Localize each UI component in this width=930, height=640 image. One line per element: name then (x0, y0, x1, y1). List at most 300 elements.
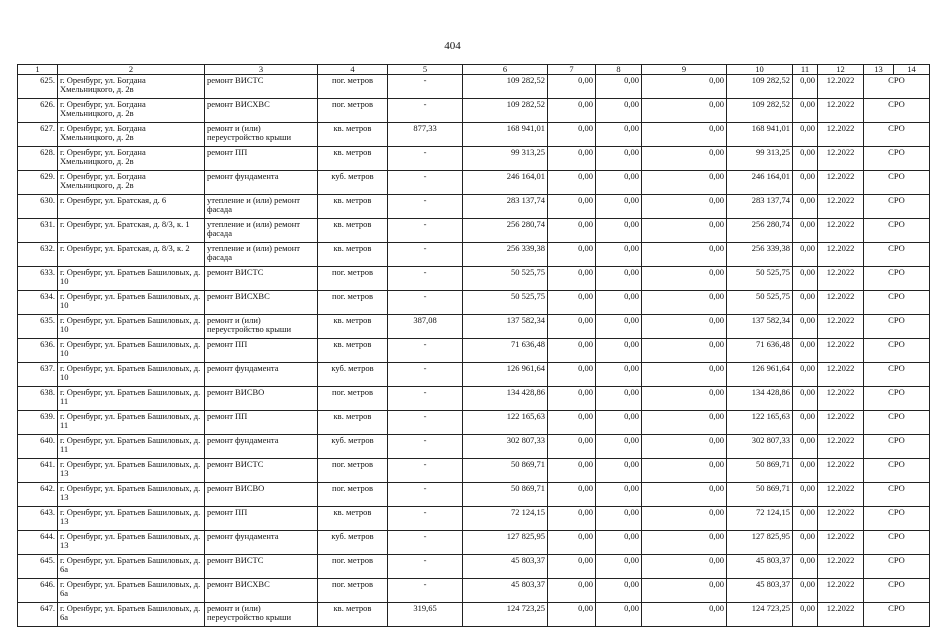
cost-col12-cell: 0,00 (793, 315, 818, 339)
cost-col11-cell: 50 525,75 (727, 291, 793, 315)
unit-cell: пог. метров (318, 555, 388, 579)
cost-col10-cell: 0,00 (642, 483, 727, 507)
completion-date-cell: 12.2022 (818, 387, 864, 411)
method-cell: СРО (864, 315, 930, 339)
table-row (18, 195, 930, 219)
address-cell: г. Оренбург, ул. Братьев Башиловых, д. 11 (58, 387, 205, 411)
cost-col12-cell: 0,00 (793, 579, 818, 603)
quantity-cell: - (388, 483, 463, 507)
quantity-cell: - (388, 291, 463, 315)
completion-date-cell: 12.2022 (818, 555, 864, 579)
unit-cell: пог. метров (318, 459, 388, 483)
quantity-cell: - (388, 531, 463, 555)
completion-date-cell: 12.2022 (818, 579, 864, 603)
method-cell: СРО (864, 579, 930, 603)
address-cell: г. Оренбург, ул. Братьев Башиловых, д. 13 (58, 531, 205, 555)
work-type-cell: ремонт ВИСТС (205, 555, 318, 579)
method-cell: СРО (864, 339, 930, 363)
column-number-header: 9 (642, 65, 727, 75)
total-cost-cell: 50 525,75 (463, 267, 548, 291)
row-number-cell: 638. (18, 387, 58, 411)
cost-col10-cell: 0,00 (642, 75, 727, 99)
cost-col8-cell: 0,00 (548, 531, 596, 555)
cost-col9-cell: 0,00 (596, 531, 642, 555)
cost-col9-cell: 0,00 (596, 171, 642, 195)
cost-col9-cell: 0,00 (596, 315, 642, 339)
method-cell: СРО (864, 99, 930, 123)
quantity-cell: - (388, 507, 463, 531)
quantity-cell: - (388, 267, 463, 291)
table-row (18, 483, 930, 507)
work-type-cell: ремонт ВИСХВС (205, 99, 318, 123)
column-number-header: 11 (793, 65, 818, 75)
cost-col10-cell: 0,00 (642, 219, 727, 243)
method-cell: СРО (864, 363, 930, 387)
cost-col9-cell: 0,00 (596, 555, 642, 579)
cost-col10-cell: 0,00 (642, 291, 727, 315)
unit-cell: куб. метров (318, 363, 388, 387)
total-cost-cell: 71 636,48 (463, 339, 548, 363)
column-number-header: 13 (864, 65, 894, 75)
page-number: 404 (444, 40, 461, 52)
row-number-cell: 640. (18, 435, 58, 459)
cost-col9-cell: 0,00 (596, 147, 642, 171)
quantity-cell: - (388, 75, 463, 99)
total-cost-cell: 50 869,71 (463, 459, 548, 483)
method-cell: СРО (864, 531, 930, 555)
table-row (18, 363, 930, 387)
quantity-cell: - (388, 435, 463, 459)
row-number-cell: 635. (18, 315, 58, 339)
row-number-cell: 645. (18, 555, 58, 579)
cost-col10-cell: 0,00 (642, 459, 727, 483)
cost-col8-cell: 0,00 (548, 75, 596, 99)
table-row (18, 171, 930, 195)
completion-date-cell: 12.2022 (818, 123, 864, 147)
cost-col12-cell: 0,00 (793, 75, 818, 99)
cost-col9-cell: 0,00 (596, 291, 642, 315)
method-cell: СРО (864, 75, 930, 99)
method-cell: СРО (864, 555, 930, 579)
table-row (18, 99, 930, 123)
quantity-cell: - (388, 411, 463, 435)
quantity-cell: - (388, 195, 463, 219)
column-number-header: 7 (548, 65, 596, 75)
table-row (18, 603, 930, 627)
row-number-cell: 627. (18, 123, 58, 147)
cost-col9-cell: 0,00 (596, 99, 642, 123)
repair-schedule-table (17, 64, 930, 627)
table-row (18, 411, 930, 435)
cost-col10-cell: 0,00 (642, 99, 727, 123)
cost-col12-cell: 0,00 (793, 339, 818, 363)
completion-date-cell: 12.2022 (818, 363, 864, 387)
cost-col10-cell: 0,00 (642, 603, 727, 627)
completion-date-cell: 12.2022 (818, 483, 864, 507)
column-number-header: 5 (388, 65, 463, 75)
work-type-cell: ремонт и (или) переустройство крыши (205, 603, 318, 627)
quantity-cell: - (388, 219, 463, 243)
cost-col9-cell: 0,00 (596, 387, 642, 411)
completion-date-cell: 12.2022 (818, 243, 864, 267)
cost-col8-cell: 0,00 (548, 171, 596, 195)
total-cost-cell: 99 313,25 (463, 147, 548, 171)
cost-col8-cell: 0,00 (548, 267, 596, 291)
row-number-cell: 647. (18, 603, 58, 627)
cost-col10-cell: 0,00 (642, 123, 727, 147)
cost-col11-cell: 99 313,25 (727, 147, 793, 171)
cost-col11-cell: 127 825,95 (727, 531, 793, 555)
row-number-cell: 646. (18, 579, 58, 603)
method-cell: СРО (864, 483, 930, 507)
cost-col8-cell: 0,00 (548, 435, 596, 459)
row-number-cell: 631. (18, 219, 58, 243)
quantity-cell: 319,65 (388, 603, 463, 627)
cost-col10-cell: 0,00 (642, 363, 727, 387)
table-row (18, 147, 930, 171)
cost-col12-cell: 0,00 (793, 411, 818, 435)
cost-col10-cell: 0,00 (642, 171, 727, 195)
total-cost-cell: 109 282,52 (463, 75, 548, 99)
cost-col8-cell: 0,00 (548, 291, 596, 315)
column-number-row (18, 65, 930, 75)
row-number-cell: 642. (18, 483, 58, 507)
unit-cell: кв. метров (318, 123, 388, 147)
cost-col10-cell: 0,00 (642, 507, 727, 531)
address-cell: г. Оренбург, ул. Богдана Хмельницкого, д. 2в (58, 147, 205, 171)
method-cell: СРО (864, 435, 930, 459)
cost-col9-cell: 0,00 (596, 411, 642, 435)
cost-col10-cell: 0,00 (642, 195, 727, 219)
cost-col12-cell: 0,00 (793, 363, 818, 387)
unit-cell: куб. метров (318, 531, 388, 555)
table-row (18, 339, 930, 363)
completion-date-cell: 12.2022 (818, 507, 864, 531)
work-type-cell: утепление и (или) ремонт фасада (205, 195, 318, 219)
total-cost-cell: 50 869,71 (463, 483, 548, 507)
work-type-cell: ремонт ВИСВО (205, 483, 318, 507)
unit-cell: кв. метров (318, 195, 388, 219)
work-type-cell: ремонт фундамента (205, 171, 318, 195)
address-cell: г. Оренбург, ул. Братьев Башиловых, д. 13 (58, 459, 205, 483)
method-cell: СРО (864, 195, 930, 219)
row-number-cell: 636. (18, 339, 58, 363)
total-cost-cell: 72 124,15 (463, 507, 548, 531)
cost-col8-cell: 0,00 (548, 195, 596, 219)
cost-col11-cell: 134 428,86 (727, 387, 793, 411)
completion-date-cell: 12.2022 (818, 219, 864, 243)
column-number-header: 2 (58, 65, 205, 75)
total-cost-cell: 127 825,95 (463, 531, 548, 555)
address-cell: г. Оренбург, ул. Братьев Башиловых, д. 6а (58, 603, 205, 627)
table-row (18, 387, 930, 411)
table-row (18, 555, 930, 579)
method-cell: СРО (864, 219, 930, 243)
cost-col11-cell: 137 582,34 (727, 315, 793, 339)
work-type-cell: ремонт ПП (205, 411, 318, 435)
column-number-header: 8 (596, 65, 642, 75)
cost-col10-cell: 0,00 (642, 267, 727, 291)
table-row (18, 243, 930, 267)
cost-col9-cell: 0,00 (596, 579, 642, 603)
total-cost-cell: 168 941,01 (463, 123, 548, 147)
method-cell: СРО (864, 603, 930, 627)
table-row (18, 459, 930, 483)
cost-col12-cell: 0,00 (793, 603, 818, 627)
row-number-cell: 643. (18, 507, 58, 531)
cost-col12-cell: 0,00 (793, 243, 818, 267)
unit-cell: пог. метров (318, 387, 388, 411)
column-number-header: 12 (818, 65, 864, 75)
total-cost-cell: 122 165,63 (463, 411, 548, 435)
cost-col11-cell: 126 961,64 (727, 363, 793, 387)
address-cell: г. Оренбург, ул. Братьев Башиловых, д. 10 (58, 339, 205, 363)
unit-cell: кв. метров (318, 243, 388, 267)
unit-cell: кв. метров (318, 315, 388, 339)
cost-col8-cell: 0,00 (548, 483, 596, 507)
table-row (18, 75, 930, 99)
unit-cell: пог. метров (318, 291, 388, 315)
table-row (18, 435, 930, 459)
method-cell: СРО (864, 243, 930, 267)
total-cost-cell: 283 137,74 (463, 195, 548, 219)
total-cost-cell: 256 339,38 (463, 243, 548, 267)
total-cost-cell: 246 164,01 (463, 171, 548, 195)
work-type-cell: ремонт ПП (205, 339, 318, 363)
work-type-cell: ремонт ВИСТС (205, 459, 318, 483)
address-cell: г. Оренбург, ул. Братская, д. 8/3, к. 2 (58, 243, 205, 267)
work-type-cell: ремонт и (или) переустройство крыши (205, 123, 318, 147)
cost-col11-cell: 109 282,52 (727, 99, 793, 123)
cost-col8-cell: 0,00 (548, 507, 596, 531)
cost-col9-cell: 0,00 (596, 243, 642, 267)
address-cell: г. Оренбург, ул. Богдана Хмельницкого, д. 2в (58, 75, 205, 99)
total-cost-cell: 109 282,52 (463, 99, 548, 123)
method-cell: СРО (864, 123, 930, 147)
work-type-cell: утепление и (или) ремонт фасада (205, 219, 318, 243)
unit-cell: куб. метров (318, 435, 388, 459)
cost-col8-cell: 0,00 (548, 99, 596, 123)
cost-col10-cell: 0,00 (642, 243, 727, 267)
cost-col10-cell: 0,00 (642, 531, 727, 555)
cost-col10-cell: 0,00 (642, 315, 727, 339)
unit-cell: куб. метров (318, 171, 388, 195)
completion-date-cell: 12.2022 (818, 195, 864, 219)
total-cost-cell: 137 582,34 (463, 315, 548, 339)
cost-col8-cell: 0,00 (548, 579, 596, 603)
unit-cell: пог. метров (318, 99, 388, 123)
cost-col12-cell: 0,00 (793, 123, 818, 147)
table-row (18, 507, 930, 531)
row-number-cell: 626. (18, 99, 58, 123)
row-number-cell: 641. (18, 459, 58, 483)
cost-col10-cell: 0,00 (642, 387, 727, 411)
row-number-cell: 644. (18, 531, 58, 555)
cost-col12-cell: 0,00 (793, 459, 818, 483)
cost-col8-cell: 0,00 (548, 363, 596, 387)
completion-date-cell: 12.2022 (818, 267, 864, 291)
work-type-cell: ремонт ВИСВО (205, 387, 318, 411)
cost-col12-cell: 0,00 (793, 171, 818, 195)
cost-col9-cell: 0,00 (596, 363, 642, 387)
address-cell: г. Оренбург, ул. Братьев Башиловых, д. 6а (58, 555, 205, 579)
unit-cell: пог. метров (318, 579, 388, 603)
cost-col10-cell: 0,00 (642, 147, 727, 171)
completion-date-cell: 12.2022 (818, 459, 864, 483)
cost-col12-cell: 0,00 (793, 195, 818, 219)
cost-col9-cell: 0,00 (596, 195, 642, 219)
address-cell: г. Оренбург, ул. Братьев Башиловых, д. 10 (58, 291, 205, 315)
total-cost-cell: 50 525,75 (463, 291, 548, 315)
total-cost-cell: 302 807,33 (463, 435, 548, 459)
completion-date-cell: 12.2022 (818, 603, 864, 627)
unit-cell: кв. метров (318, 507, 388, 531)
cost-col11-cell: 50 869,71 (727, 459, 793, 483)
cost-col12-cell: 0,00 (793, 435, 818, 459)
cost-col11-cell: 246 164,01 (727, 171, 793, 195)
row-number-cell: 639. (18, 411, 58, 435)
row-number-cell: 632. (18, 243, 58, 267)
completion-date-cell: 12.2022 (818, 171, 864, 195)
method-cell: СРО (864, 291, 930, 315)
total-cost-cell: 256 280,74 (463, 219, 548, 243)
address-cell: г. Оренбург, ул. Богдана Хмельницкого, д. 2в (58, 123, 205, 147)
row-number-cell: 637. (18, 363, 58, 387)
cost-col11-cell: 71 636,48 (727, 339, 793, 363)
work-type-cell: ремонт и (или) переустройство крыши (205, 315, 318, 339)
address-cell: г. Оренбург, ул. Богдана Хмельницкого, д. 2в (58, 99, 205, 123)
work-type-cell: ремонт ВИСХВС (205, 291, 318, 315)
unit-cell: кв. метров (318, 147, 388, 171)
column-number-header: 14 (894, 65, 930, 75)
cost-col10-cell: 0,00 (642, 339, 727, 363)
address-cell: г. Оренбург, ул. Братьев Башиловых, д. 11 (58, 435, 205, 459)
work-type-cell: ремонт ВИСТС (205, 267, 318, 291)
cost-col12-cell: 0,00 (793, 219, 818, 243)
cost-col11-cell: 45 803,37 (727, 579, 793, 603)
work-type-cell: ремонт ВИСХВС (205, 579, 318, 603)
cost-col12-cell: 0,00 (793, 483, 818, 507)
cost-col9-cell: 0,00 (596, 267, 642, 291)
cost-col12-cell: 0,00 (793, 267, 818, 291)
address-cell: г. Оренбург, ул. Братьев Башиловых, д. 6а (58, 579, 205, 603)
unit-cell: кв. метров (318, 339, 388, 363)
work-type-cell: ремонт ПП (205, 147, 318, 171)
completion-date-cell: 12.2022 (818, 339, 864, 363)
cost-col10-cell: 0,00 (642, 435, 727, 459)
work-type-cell: ремонт ВИСТС (205, 75, 318, 99)
quantity-cell: - (388, 555, 463, 579)
cost-col12-cell: 0,00 (793, 387, 818, 411)
completion-date-cell: 12.2022 (818, 75, 864, 99)
unit-cell: пог. метров (318, 75, 388, 99)
cost-col9-cell: 0,00 (596, 339, 642, 363)
cost-col8-cell: 0,00 (548, 219, 596, 243)
address-cell: г. Оренбург, ул. Братьев Башиловых, д. 11 (58, 411, 205, 435)
cost-col9-cell: 0,00 (596, 219, 642, 243)
table-row (18, 291, 930, 315)
table-row (18, 219, 930, 243)
cost-col11-cell: 256 339,38 (727, 243, 793, 267)
cost-col9-cell: 0,00 (596, 435, 642, 459)
row-number-cell: 628. (18, 147, 58, 171)
completion-date-cell: 12.2022 (818, 531, 864, 555)
cost-col9-cell: 0,00 (596, 75, 642, 99)
unit-cell: кв. метров (318, 603, 388, 627)
cost-col10-cell: 0,00 (642, 579, 727, 603)
cost-col12-cell: 0,00 (793, 531, 818, 555)
completion-date-cell: 12.2022 (818, 291, 864, 315)
cost-col10-cell: 0,00 (642, 411, 727, 435)
cost-col11-cell: 45 803,37 (727, 555, 793, 579)
cost-col11-cell: 50 869,71 (727, 483, 793, 507)
cost-col11-cell: 168 941,01 (727, 123, 793, 147)
unit-cell: кв. метров (318, 219, 388, 243)
quantity-cell: - (388, 243, 463, 267)
cost-col8-cell: 0,00 (548, 603, 596, 627)
total-cost-cell: 126 961,64 (463, 363, 548, 387)
cost-col12-cell: 0,00 (793, 507, 818, 531)
cost-col8-cell: 0,00 (548, 123, 596, 147)
quantity-cell: - (388, 339, 463, 363)
unit-cell: кв. метров (318, 411, 388, 435)
column-number-header: 4 (318, 65, 388, 75)
quantity-cell: - (388, 579, 463, 603)
column-number-header: 3 (205, 65, 318, 75)
address-cell: г. Оренбург, ул. Братьев Башиловых, д. 13 (58, 507, 205, 531)
completion-date-cell: 12.2022 (818, 411, 864, 435)
cost-col11-cell: 72 124,15 (727, 507, 793, 531)
completion-date-cell: 12.2022 (818, 435, 864, 459)
address-cell: г. Оренбург, ул. Братская, д. 6 (58, 195, 205, 219)
address-cell: г. Оренбург, ул. Братьев Башиловых, д. 10 (58, 363, 205, 387)
cost-col12-cell: 0,00 (793, 291, 818, 315)
cost-col9-cell: 0,00 (596, 459, 642, 483)
cost-col8-cell: 0,00 (548, 411, 596, 435)
work-type-cell: ремонт фундамента (205, 363, 318, 387)
total-cost-cell: 134 428,86 (463, 387, 548, 411)
address-cell: г. Оренбург, ул. Братьев Башиловых, д. 10 (58, 315, 205, 339)
cost-col8-cell: 0,00 (548, 315, 596, 339)
address-cell: г. Оренбург, ул. Братьев Башиловых, д. 13 (58, 483, 205, 507)
cost-col9-cell: 0,00 (596, 123, 642, 147)
method-cell: СРО (864, 171, 930, 195)
quantity-cell: - (388, 171, 463, 195)
table-row (18, 579, 930, 603)
cost-col11-cell: 122 165,63 (727, 411, 793, 435)
row-number-cell: 629. (18, 171, 58, 195)
cost-col11-cell: 50 525,75 (727, 267, 793, 291)
quantity-cell: - (388, 459, 463, 483)
cost-col8-cell: 0,00 (548, 555, 596, 579)
completion-date-cell: 12.2022 (818, 315, 864, 339)
cost-col9-cell: 0,00 (596, 603, 642, 627)
column-number-header: 1 (18, 65, 58, 75)
quantity-cell: - (388, 387, 463, 411)
method-cell: СРО (864, 147, 930, 171)
cost-col11-cell: 283 137,74 (727, 195, 793, 219)
cost-col8-cell: 0,00 (548, 387, 596, 411)
quantity-cell: - (388, 363, 463, 387)
work-type-cell: ремонт фундамента (205, 531, 318, 555)
completion-date-cell: 12.2022 (818, 147, 864, 171)
cost-col12-cell: 0,00 (793, 147, 818, 171)
address-cell: г. Оренбург, ул. Братьев Башиловых, д. 10 (58, 267, 205, 291)
completion-date-cell: 12.2022 (818, 99, 864, 123)
table-row (18, 123, 930, 147)
row-number-cell: 625. (18, 75, 58, 99)
cost-col9-cell: 0,00 (596, 483, 642, 507)
